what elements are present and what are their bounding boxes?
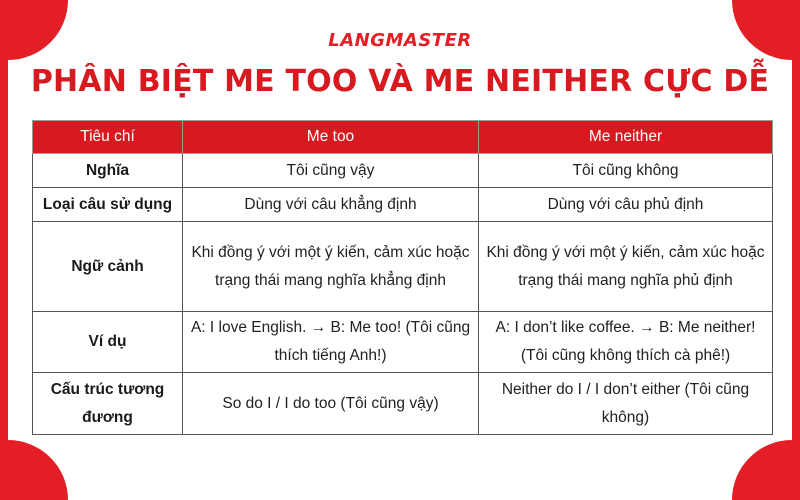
row-criterion: Loại câu sử dụng — [33, 188, 183, 222]
comparison-table — [32, 120, 773, 435]
corner-decoration — [732, 440, 792, 500]
row-me-neither: Tôi cũng không — [479, 154, 773, 188]
table-row — [33, 188, 773, 222]
table-row — [33, 373, 773, 435]
row-me-too: So do I / I do too (Tôi cũng vậy) — [183, 373, 479, 435]
row-me-neither: Khi đồng ý với một ý kiến, cảm xúc hoặc trạng thái mang nghĩa phủ định — [479, 222, 773, 312]
table-row — [33, 154, 773, 188]
page-title: PHÂN BIỆT ME TOO VÀ ME NEITHER CỰC DỄ — [30, 64, 770, 99]
table-header-row — [33, 121, 773, 154]
row-me-neither: A: I don’t like coffee. → B: Me neither! (Tôi cũng không thích cà phê!) — [479, 312, 773, 373]
row-criterion: Nghĩa — [33, 154, 183, 188]
row-criterion: Ngữ cảnh — [33, 222, 183, 312]
header-criterion: Tiêu chí — [33, 121, 183, 154]
row-criterion: Cấu trúc tương đương — [33, 373, 183, 435]
row-me-too: A: I love English. → B: Me too! (Tôi cũng thích tiếng Anh!) — [183, 312, 479, 373]
row-criterion: Ví dụ — [33, 312, 183, 373]
header-me-neither: Me neither — [479, 121, 773, 154]
table-row — [33, 312, 773, 373]
row-me-too: Khi đồng ý với một ý kiến, cảm xúc hoặc trạng thái mang nghĩa khẳng định — [183, 222, 479, 312]
table-row — [33, 222, 773, 312]
header-me-too: Me too — [183, 121, 479, 154]
row-me-neither: Neither do I / I don’t either (Tôi cũng không) — [479, 373, 773, 435]
row-me-too: Tôi cũng vậy — [183, 154, 479, 188]
row-me-too: Dùng với câu khẳng định — [183, 188, 479, 222]
brand-logo: LANGMASTER — [328, 30, 472, 51]
row-me-neither: Dùng với câu phủ định — [479, 188, 773, 222]
content-card — [8, 0, 792, 500]
corner-decoration — [8, 440, 68, 500]
